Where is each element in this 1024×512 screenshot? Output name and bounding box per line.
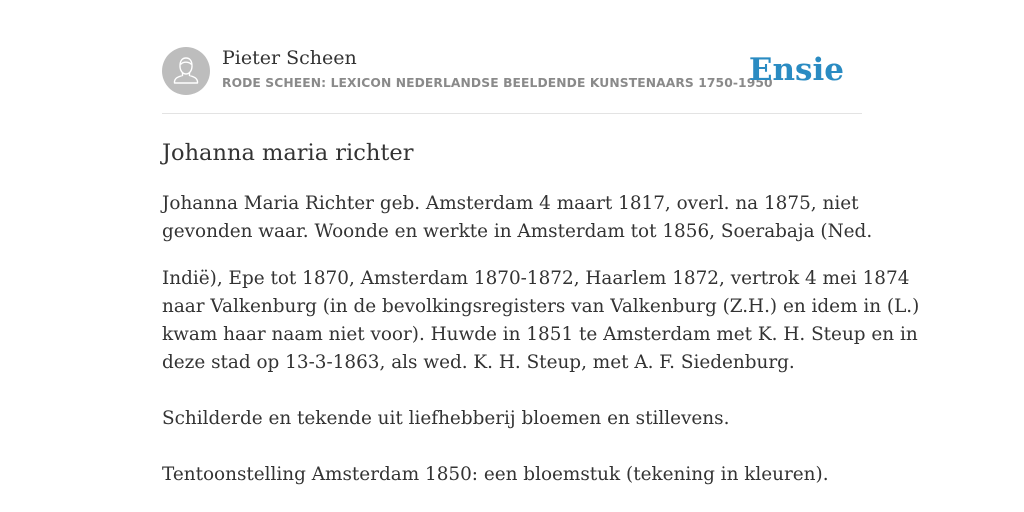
text-line: Indië), Epe tot 1870, Amsterdam 1870-1872, Haarlem 1872, vertrok 4 mei 1874 — [162, 268, 910, 289]
text-line: kwam haar naam niet voor). Huwde in 1851 te Amsterdam met K. H. Steup en in — [162, 324, 918, 345]
author-name[interactable]: Pieter Scheen — [222, 47, 357, 69]
paragraph-biography — [162, 190, 873, 246]
text-line: deze stad op 13-3-1863, als wed. K. H. Steup, met A. F. Siedenburg. — [162, 352, 795, 373]
paragraph-residence — [162, 265, 920, 377]
text-line: Schilderde en tekende uit liefhebberij bloemen en stillevens. — [162, 408, 730, 429]
entry-card — [162, 46, 920, 485]
user-silhouette-icon — [162, 47, 210, 95]
ensie-logo[interactable]: Ensie — [748, 52, 844, 88]
paragraph-work — [162, 405, 862, 433]
paragraph-exhibition — [162, 461, 862, 489]
entry-title: Johanna maria richter — [162, 140, 414, 166]
source-publication[interactable]: RODE SCHEEN: LEXICON NEDERLANDSE BEELDENDE KUNSTENAARS 1750-1950 — [222, 76, 773, 90]
text-line: naar Valkenburg (in de bevolkingsregisters van Valkenburg (Z.H.) en idem in (L.) — [162, 296, 920, 317]
author-avatar[interactable] — [162, 47, 210, 95]
text-line: gevonden waar. Woonde en werkte in Amsterdam tot 1856, Soerabaja (Ned. — [162, 221, 873, 242]
text-line: Johanna Maria Richter geb. Amsterdam 4 maart 1817, overl. na 1875, niet — [162, 193, 859, 214]
entry-header — [162, 46, 862, 114]
text-line: Tentoonstelling Amsterdam 1850: een bloemstuk (tekening in kleuren). — [162, 464, 829, 485]
